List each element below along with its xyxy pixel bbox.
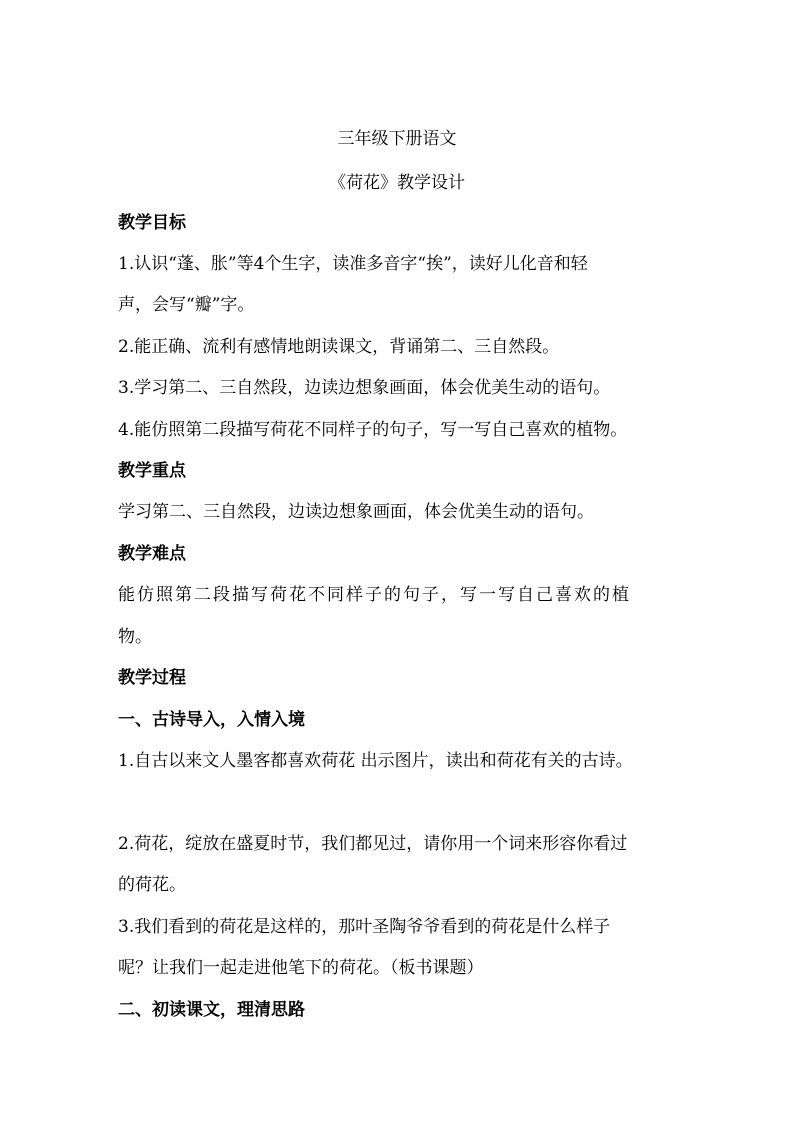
objectives-heading: 教学目标	[118, 213, 186, 233]
section-1-item-2-line-1: 2.荷花，绽放在盛夏时节，我们都见过，请你用一个词来形容你看过	[118, 834, 628, 854]
objective-1-line-2: 声，会写“瓣”字。	[118, 295, 255, 315]
objective-4: 4.能仿照第二段描写荷花不同样子的句子，写一写自己喜欢的植物。	[118, 420, 628, 440]
section-1-heading: 一、古诗导入，入情入境	[118, 710, 305, 730]
section-1-item-3-line-1: 3.我们看到的荷花是这样的，那叶圣陶爷爷看到的荷花是什么样子	[118, 917, 611, 937]
difficulties-line-2: 物。	[118, 627, 152, 647]
difficulties-heading: 教学难点	[118, 544, 186, 564]
lesson-design-title: 《荷花》教学设计	[329, 173, 465, 193]
difficulties-line-1: 能仿照第二段描写荷花不同样子的句子，写一写自己喜欢的植	[118, 585, 631, 605]
key-points-text: 学习第二、三自然段，边读边想象画面，体会优美生动的语句。	[118, 502, 594, 522]
objective-2: 2.能正确、流利有感情地朗读课文，背诵第二、三自然段。	[118, 337, 560, 357]
grade-title: 三年级下册语文	[337, 129, 457, 149]
section-1-item-1: 1.自古以来文人墨客都喜欢荷花 出示图片，读出和荷花有关的古诗。	[118, 751, 633, 771]
objective-3: 3.学习第二、三自然段，边读边想象画面，体会优美生动的语句。	[118, 378, 611, 398]
section-1-item-3-line-2: 呢？让我们一起走进他笔下的荷花。（板书课题）	[118, 958, 484, 978]
section-2-heading: 二、初读课文，理清思路	[118, 1000, 305, 1020]
objective-1-line-1: 1.认识“蓬、胀”等4个生字，读准多音字“挨”，读好儿化音和轻	[118, 254, 588, 274]
process-heading: 教学过程	[118, 668, 186, 688]
key-points-heading: 教学重点	[118, 461, 186, 481]
section-1-item-2-line-2: 的荷花。	[118, 875, 186, 895]
